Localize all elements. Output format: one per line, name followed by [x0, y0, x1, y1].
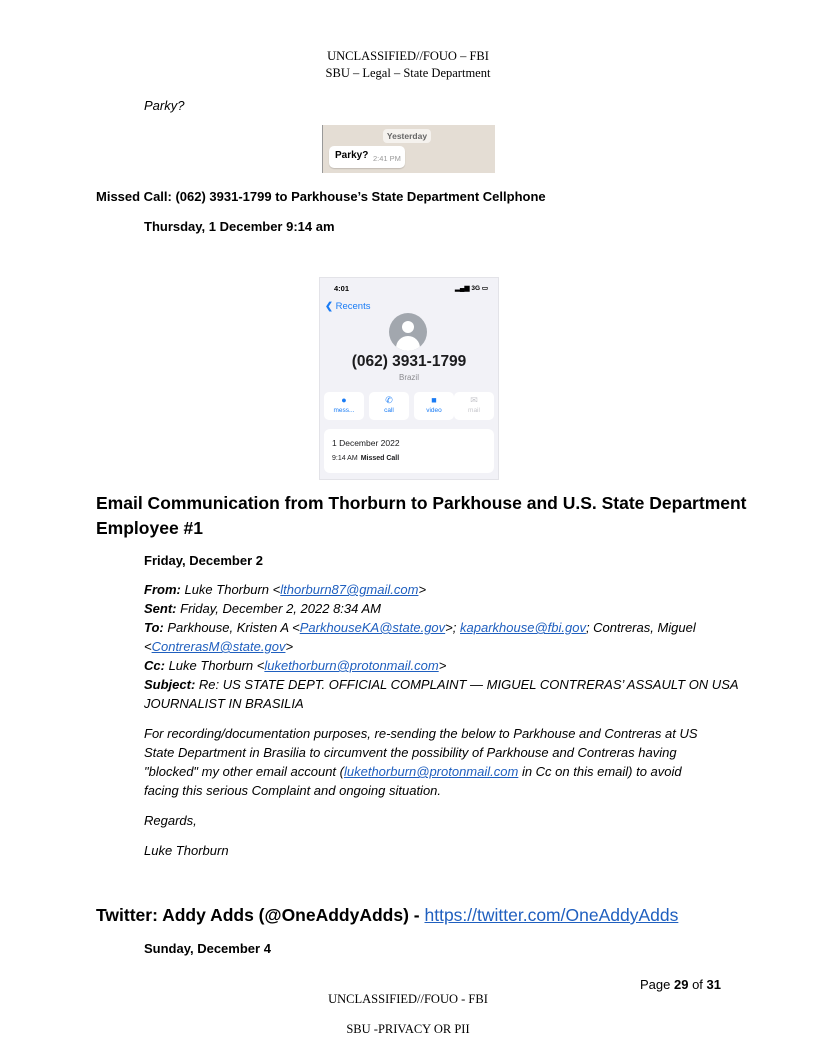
signal-icon: ▂▄▆ — [454, 285, 470, 292]
header-classification: UNCLASSIFIED//FOUO – FBI — [327, 49, 489, 63]
message-text: Parky? — [335, 150, 369, 161]
body-email-link[interactable]: lukethorburn@protonmail.com — [343, 764, 519, 779]
footer-classification: UNCLASSIFIED//FOUO - FBI — [328, 992, 488, 1006]
back-button[interactable]: ❮ Recents — [325, 301, 371, 312]
header-category: SBU – Legal – State Department — [325, 66, 491, 80]
whatsapp-screenshot — [322, 125, 495, 173]
email-body-line: State Department in Brasilia to circumvent the possibility of Parkhouse and Contreras having — [144, 745, 677, 760]
to-email-link-3[interactable]: ContrerasM@state.gov — [151, 639, 286, 654]
email-subject: Subject: Re: US STATE DEPT. OFFICIAL COMPLAINT — MIGUEL CONTRERAS’ ASSAULT ON USA — [144, 677, 739, 692]
from-email-link[interactable]: lthorburn87@gmail.com — [280, 582, 419, 597]
twitter-section-heading: Twitter: Addy Adds (@OneAddyAdds) - https://twitter.com/OneAddyAdds — [96, 905, 679, 925]
chevron-left-icon: ❮ — [325, 301, 333, 312]
page-number: Page 29 of 31 — [640, 977, 721, 992]
video-icon: ■ — [431, 395, 437, 405]
mail-button[interactable]: ✉ mail — [454, 392, 494, 420]
email-cc: Cc: Luke Thorburn <lukethorburn@protonmail.com> — [144, 658, 447, 673]
call-history-card — [324, 429, 494, 473]
message-time: 2:41 PM — [373, 154, 401, 163]
footer-privacy: SBU -PRIVACY OR PII — [346, 1022, 470, 1036]
email-body-line: For recording/documentation purposes, re-sending the below to Parkhouse and Contreras at US — [144, 726, 698, 741]
email-subject-cont: JOURNALIST IN BRASILIA — [144, 696, 304, 711]
email-body-line: "blocked" my other email account (lukethorburn@protonmail.com in Cc on this email) to avoid — [144, 764, 682, 779]
email-from: From: Luke Thorburn <lthorburn87@gmail.com> — [144, 582, 427, 597]
message-icon: ● — [341, 395, 347, 405]
mail-icon: ✉ — [470, 395, 478, 405]
message-button[interactable]: ● mess... — [324, 392, 364, 420]
video-button[interactable]: ■ video — [414, 392, 454, 420]
email-signature: Luke Thorburn — [144, 843, 229, 858]
email-section-heading-cont: Employee #1 — [96, 518, 203, 538]
email-regards: Regards, — [144, 813, 197, 828]
email-to: To: Parkhouse, Kristen A <ParkhouseKA@state.gov>; kaparkhouse@fbi.gov; Contreras, Miguel — [144, 620, 696, 635]
phone-icon: ✆ — [385, 395, 393, 405]
call-entry: 9:14 AM Missed Call — [332, 455, 400, 462]
message-bubble — [329, 146, 405, 168]
phone-screenshot — [319, 277, 499, 480]
email-to-cont: <ContrerasM@state.gov> — [144, 639, 294, 654]
call-button[interactable]: ✆ call — [369, 392, 409, 420]
twitter-date: Sunday, December 4 — [144, 941, 271, 956]
email-date: Friday, December 2 — [144, 553, 263, 568]
caller-country: Brazil — [398, 373, 419, 382]
call-date: 1 December 2022 — [332, 438, 400, 448]
battery-icon: ▭ — [481, 285, 488, 292]
contact-avatar — [389, 313, 427, 351]
status-signal: ▂▄▆ 3G ▭ — [454, 285, 488, 292]
day-label: Yesterday — [383, 129, 431, 143]
email-section-heading: Email Communication from Thorburn to Parkhouse and U.S. State Department — [96, 493, 747, 513]
to-email-link-2[interactable]: kaparkhouse@fbi.gov — [460, 620, 586, 635]
email-sent: Sent: Friday, December 2, 2022 8:34 AM — [144, 601, 381, 616]
to-email-link-1[interactable]: ParkhouseKA@state.gov — [299, 620, 446, 635]
status-time: 4:01 — [334, 284, 350, 293]
parky-text: Parky? — [144, 98, 185, 113]
missed-call-heading: Missed Call: (062) 3931-1799 to Parkhouse’s State Department Cellphone — [96, 189, 546, 204]
missed-call-date: Thursday, 1 December 9:14 am — [144, 219, 335, 234]
email-body-line: facing this serious Complaint and ongoing situation. — [144, 783, 442, 798]
cc-email-link[interactable]: lukethorburn@protonmail.com — [264, 658, 439, 673]
caller-number: (062) 3931-1799 — [351, 353, 467, 370]
twitter-url-link[interactable]: https://twitter.com/OneAddyAdds — [424, 905, 679, 925]
